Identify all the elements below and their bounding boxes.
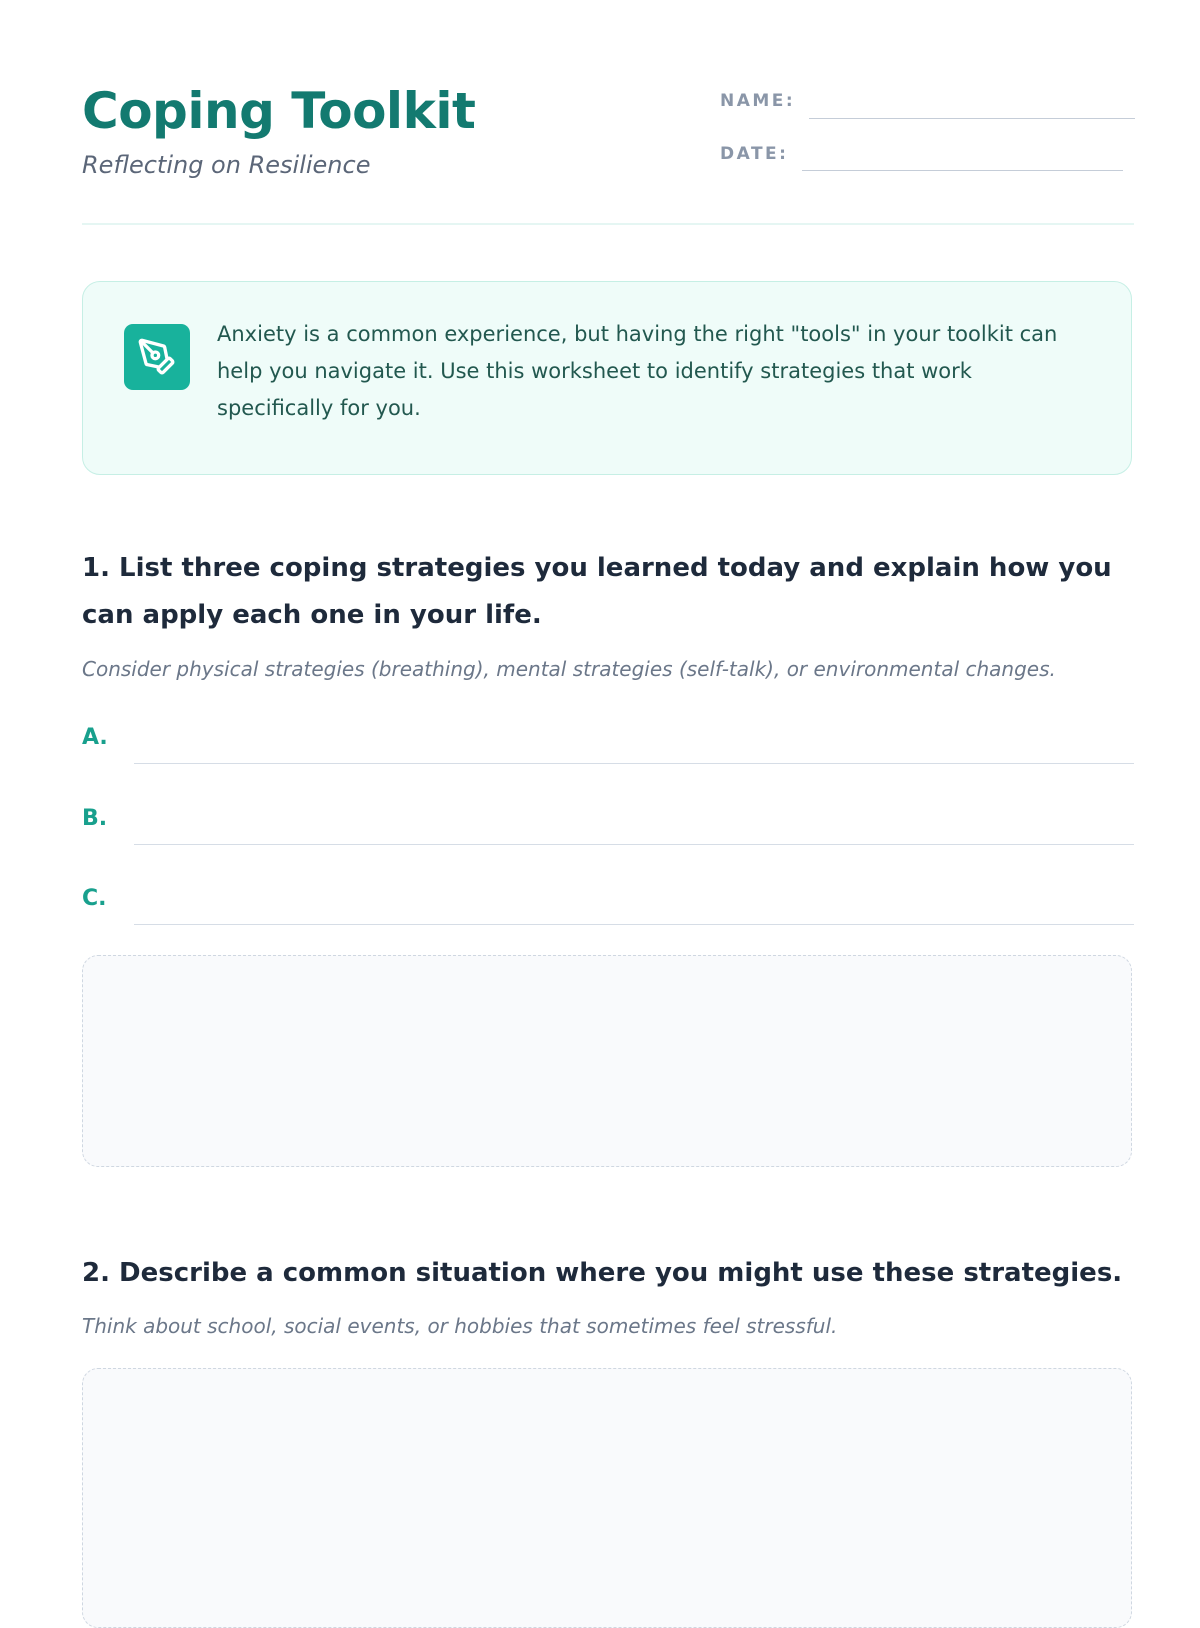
question-2-answer-box[interactable]: [82, 1368, 1132, 1628]
header-divider: [82, 223, 1134, 225]
intro-text: Anxiety is a common experience, but having the right "tools" in your toolkit can help you navigate it. Use this worksheet to identify strategies that work specifically for you.: [217, 322, 1058, 420]
name-label: NAME:: [720, 91, 796, 111]
worksheet-subtitle: Reflecting on Resilience: [82, 151, 371, 179]
date-field[interactable]: [802, 170, 1123, 171]
question-2-hint: Think about school, social events, or hobbies that sometimes feel stressful.: [82, 1314, 838, 1338]
pen-tool-icon: [124, 324, 190, 390]
worksheet-title: Coping Toolkit: [82, 82, 476, 140]
strategy-c-field[interactable]: [134, 924, 1134, 925]
question-2-prompt: 2. Describe a common situation where you might use these strategies.: [82, 1258, 1123, 1288]
question-1-hint: Consider physical strategies (breathing), mental strategies (self-talk), or environmental changes.: [82, 657, 1056, 681]
question-1-prompt: 1. List three coping strategies you learned today and explain how you can apply each one in your life.: [82, 553, 1112, 630]
strategy-a-label: A.: [82, 725, 108, 750]
worksheet-page: [82, 0, 1134, 1600]
strategy-b-field[interactable]: [134, 844, 1134, 845]
name-field[interactable]: [809, 118, 1135, 119]
date-label: DATE:: [720, 144, 789, 164]
intro-callout: [82, 281, 1132, 475]
strategy-b-label: B.: [82, 806, 108, 831]
strategy-a-field[interactable]: [134, 763, 1134, 764]
strategy-c-label: C.: [82, 886, 107, 911]
question-1-answer-box[interactable]: [82, 955, 1132, 1167]
